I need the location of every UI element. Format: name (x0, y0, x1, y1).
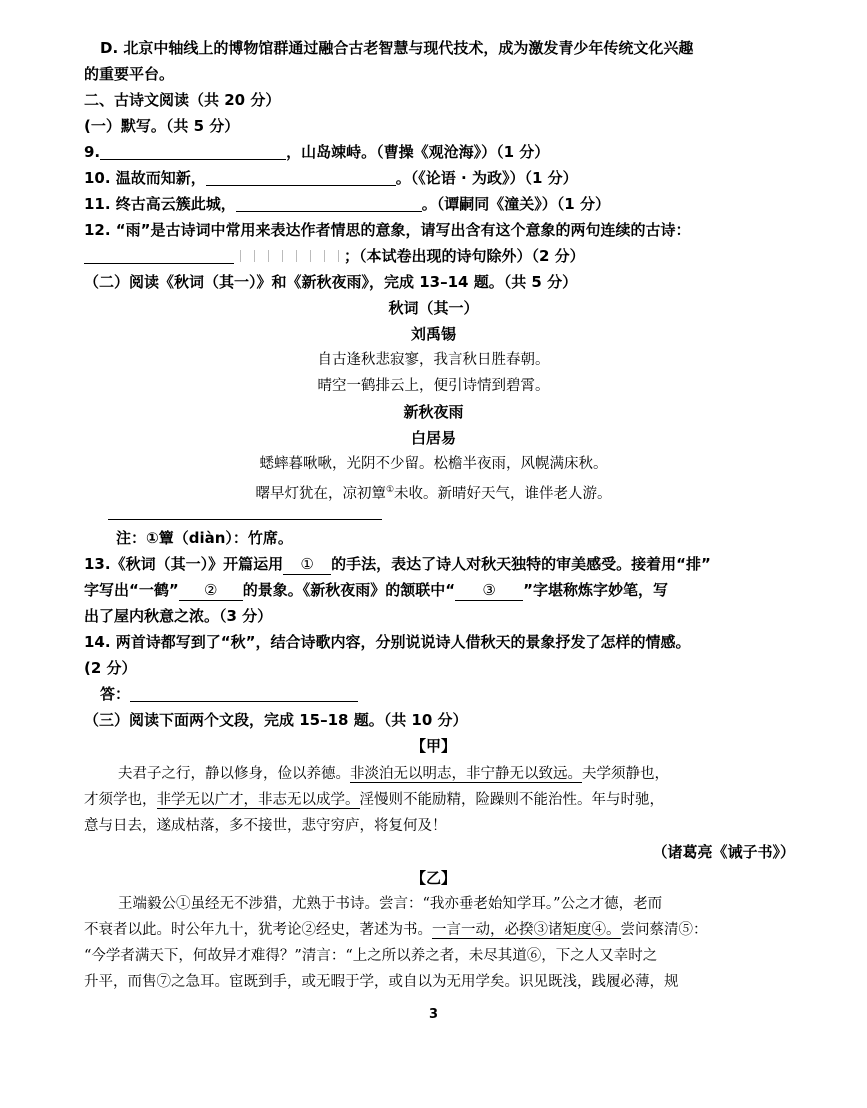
question-12-line-2 (84, 246, 585, 266)
poem1-author: 刘禹锡 (410, 325, 456, 343)
option-d-line-1: D. 北京中轴线上的博物馆群通过融合古老智慧与现代技术，成为激发青少年传统文化兴趣 (100, 39, 694, 57)
part2-title: （二）阅读《秋词（其一）》和《新秋夜雨》，完成 13–14 题。（共 5 分） (84, 273, 578, 291)
poem2-title: 新秋夜雨 (403, 403, 464, 421)
passage-yi-line-1: 王端毅公①虽经无不涉猎，尤熟于书诗。尝言：“我亦垂老始知学耳。”公之才德，老而 (118, 896, 663, 912)
yi-underlined: 一言一动，必揆③诸矩度④。 (432, 922, 621, 938)
footnote: 注：①簟（diàn）：竹席。 (116, 529, 293, 547)
q10-suffix: 。（《论语 · 为政》）（1 分） (395, 169, 578, 187)
q10-prefix: 10. 温故而知新， (84, 169, 206, 187)
passage-jia-line-2 (84, 790, 664, 810)
poem1-line-1: 自古逢秋悲寂寥，我言秋日胜春朝。 (317, 352, 550, 368)
q13-text-a: 13.《秋词（其一）》开篇运用 (84, 555, 284, 573)
q9-text: ，山岛竦峙。（曹操《观沧海》）（1 分） (286, 143, 550, 161)
q12-answer-blank-1[interactable] (84, 248, 234, 264)
q12-suffix: （本试卷出现的诗句除外）（2 分） (359, 247, 585, 265)
jia-text-2c: 淫慢则不能励精，险躁则不能治性。年与时驰， (359, 792, 664, 808)
passage-jia-title: 【甲】 (410, 737, 456, 755)
q10-answer-blank[interactable] (206, 170, 396, 186)
section-title: 二、古诗文阅读（共 20 分） (84, 91, 281, 109)
question-13-line-1 (84, 554, 711, 575)
poem2-line-2-a: 曙早灯犹在，凉初簟 (255, 485, 386, 502)
passage-yi-line-3: “今学者满天下，何故异才难得？”清言：“上之所以养之者，未尽其道⑥，下之人又幸时之 (84, 948, 658, 964)
passage-jia-source: （诸葛亮《诫子书》） (652, 843, 795, 861)
q9-number: 9. (84, 143, 101, 161)
q11-answer-blank[interactable] (236, 196, 422, 212)
q13-text-c: 字写出“一鹤” (84, 581, 179, 599)
poem2-line-2-b: 未收。新晴好天气，谁伴老人游。 (394, 485, 612, 502)
yi-text-2c: 尝问蔡清⑤： (620, 922, 708, 938)
question-13-line-3: 出了屋内秋意之浓。（3 分） (84, 607, 273, 625)
question-14-line-1: 14. 两首诗都写到了“秋”，结合诗歌内容，分别说说诗人借秋天的景象抒发了怎样的情感。 (84, 633, 691, 651)
q11-prefix: 11. 终古高云簇此城， (84, 195, 236, 213)
note-divider (108, 519, 382, 520)
jia-text-2a: 才须学也， (84, 792, 157, 808)
question-14-line-2: (2 分） (84, 659, 137, 677)
question-10 (84, 168, 578, 188)
part1-title: (一）默写。（共 5 分） (84, 117, 240, 135)
answer-line (100, 684, 358, 704)
poem2-line-1: 蟋蟀暮啾啾，光阴不少留。松檐半夜雨，风幌满床秋。 (259, 456, 608, 472)
question-9 (84, 142, 549, 162)
passage-yi-title: 【乙】 (410, 869, 456, 887)
poem1-line-2: 晴空一鹤排云上，便引诗情到碧霄。 (317, 378, 550, 394)
yi-text-2a: 不衰者以此。时公年九十，犹考论②经史，著述为书。 (84, 922, 432, 938)
passage-yi-line-2 (84, 920, 708, 940)
poem2-line-2 (0, 480, 867, 504)
q9-answer-blank[interactable] (100, 144, 286, 160)
passage-jia-line-3: 意与日去，遂成枯落，多不接世，悲守穷庐，将复何及！ (84, 818, 447, 834)
option-d-line-2: 的重要平台。 (84, 65, 175, 83)
question-13-line-2 (84, 580, 668, 601)
q13-text-b: 的手法，表达了诗人对秋天独特的审美感受。接着用“排” (331, 555, 711, 573)
jia-underlined-1: 非淡泊无以明志，非宁静无以致远。 (350, 766, 582, 782)
q13-blank-2[interactable]: ② (179, 580, 243, 601)
q14-answer-blank[interactable] (130, 686, 358, 702)
jia-text-1c: 夫学须静也， (582, 766, 669, 782)
footnote-marker: ① (385, 485, 395, 495)
answer-label: 答： (100, 685, 131, 703)
smudge-mark (234, 250, 344, 262)
part3-title: （三）阅读下面两个文段，完成 15–18 题。（共 10 分） (84, 711, 468, 729)
q11-suffix: 。（谭嗣同《潼关》）（1 分） (421, 195, 610, 213)
question-12-line-1: 12. “雨”是古诗词中常用来表达作者情思的意象，请写出含有这个意象的两句连续的古诗： (84, 221, 691, 239)
poem2-author: 白居易 (410, 429, 456, 447)
passage-yi-line-4: 升平，而售⑦之急耳。宦既到手，或无暇于学，或自以为无用学矣。识见既浅，践履必薄，规 (84, 974, 679, 990)
jia-underlined-2: 非学无以广才，非志无以成学。 (156, 792, 360, 808)
jia-text-1a: 夫君子之行，静以修身，俭以养德。 (118, 766, 350, 782)
passage-jia-line-1 (118, 764, 669, 784)
question-11 (84, 194, 610, 214)
q13-blank-1[interactable]: ① (283, 554, 331, 575)
q13-blank-3[interactable]: ③ (455, 580, 523, 601)
q13-text-d: 的景象。《新秋夜雨》的颔联中“ (242, 581, 456, 599)
q12-separator: ； (344, 247, 360, 265)
page-number: 3 (428, 1007, 439, 1022)
poem1-title: 秋词（其一） (388, 299, 479, 317)
q13-text-e: ”字堪称炼字妙笔，写 (523, 581, 668, 599)
